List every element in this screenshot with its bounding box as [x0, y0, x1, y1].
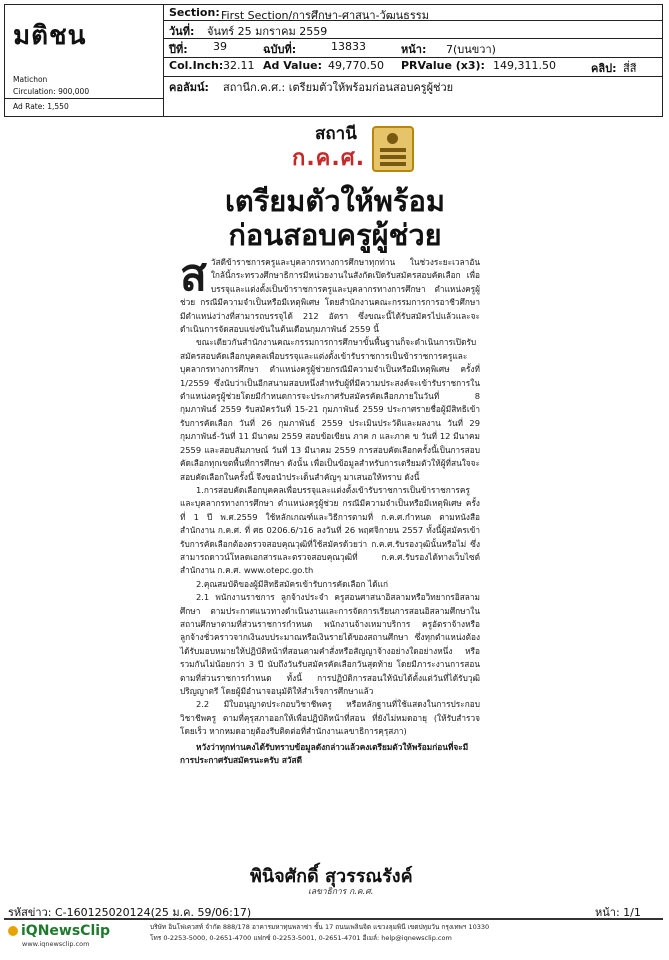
iqnewsclip-logo-icon	[8, 926, 18, 936]
column-station-word: สถานี	[315, 124, 357, 144]
year-label: ปีที่:	[169, 43, 188, 56]
paragraph: ขณะเดียวกันสำนักงานคณะกรรมการการศึกษาขั้นพื้นฐานก็จะดำเนินการเปิดรับสมัครสอบคัดเลือกบุคคลเพื่อบรรจุและแต่งตั้งเข้ารับราชการเป็นข้าราชการครูและบุคลากรทางการศึกษา ตำแหน่งครูผู้ช่วยกรณีมีความจำเป็นหรือมีเหตุพิเศษ ครั้งที่ 1/2559 ซึ่งนับว่าเป็นอีกสนามสอบหนึ่งสำหรับผู้ที่มีความประสงค์จะเข้ารับราชการในตำแหน่งครูผู้ช่วยโดยมีกำหนดการจะประกาศรับสมัครคัดเลือกภายในวันที่ 8 กุมภาพันธ์ 2559 รับสมัครวันที่ 15-21 กุมภาพันธ์ 2559 ประกาศรายชื่อผู้มีสิทธิเข้ารับการคัดเลือก วันที่ 26 กุมภาพันธ์ 2559 ประเมินประวัติและผลงาน วันที่ 29 กุมภาพันธ์-วันที่ 11 มีนาคม 2559 สอบข้อเขียน ภาค ก และภาค ข วันที่ 12 มีนาคม 2559 และสอบสัมภาษณ์ วันที่ 13 มีนาคม 2559 การสอบคัดเลือกครั้งนี้เป็นการสอบคัดเลือกทุกเขตพื้นที่การศึกษา ดังนั้น เพื่อเป็นข้อมูลสำหรับการเตรียมตัวให้ผู้ที่สนใจจะสอบคัดเลือกในครั้งนี้ จึงขอนำประเด็นสำคัญๆ มาเสนอให้ทราบ ดังนี้	[180, 337, 480, 482]
otepc-logo-icon	[372, 126, 414, 172]
issue-row	[163, 39, 662, 58]
iqnewsclip-url[interactable]: www.iqnewsclip.com	[22, 940, 90, 948]
company-address	[150, 922, 530, 944]
source-name: Matichon	[13, 75, 48, 84]
author-signature: พินิจศักดิ์ สุวรรณรังค์	[250, 866, 413, 887]
footer-divider	[4, 918, 663, 920]
colinch-value: 32.11	[223, 59, 255, 72]
clip-label: คลิป:	[591, 62, 617, 75]
circulation: Circulation: 900,000	[13, 87, 90, 96]
issue-label: ฉบับที่:	[263, 43, 297, 56]
date-row	[163, 21, 662, 39]
dropcap: ส	[180, 250, 207, 301]
address-line: บริษัท อินโฟเควสท์ จำกัด 888/178 อาคารมหาทุนพลาซ่า ชั้น 17 ถนนเพลินจิต แขวงลุมพินี เขตปทุมวัน กรุงเทพฯ 10330	[150, 923, 490, 931]
column-value: สถานีก.ค.ศ.: เตรียมตัวให้พร้อมก่อนสอบครูผู้ช่วย	[223, 81, 454, 94]
paragraph: 2.คุณสมบัติของผู้มีสิทธิสมัครเข้ารับการคัดเลือก ได้แก่	[196, 578, 388, 589]
author-role: เลขาธิการ ก.ค.ศ.	[308, 887, 374, 897]
page-number: หน้า: 1/1	[595, 906, 641, 919]
contact-line: โทร 0-2253-5000, 0-2651-4700 แฟกซ์ 0-2253-5001, 0-2651-4701 อีเมล์: help@iqnewsclip.com	[150, 934, 452, 942]
value-row	[163, 58, 662, 77]
section-value: First Section/การศึกษา-ศาสนา-วัฒนธรรม	[221, 9, 429, 22]
section-label: Section:	[169, 6, 220, 19]
page-label: หน้า:	[401, 43, 427, 56]
column-label: คอลัมน์:	[169, 81, 209, 94]
date-label: วันที่:	[169, 25, 195, 38]
issue-value: 13833	[331, 40, 366, 53]
paragraph: 2.2 มีใบอนุญาตประกอบวิชาชีพครู หรือหลักฐานที่ใช้แสดงในการประกอบวิชาชีพครู ตามที่คุรุสภาออกให้เพื่อปฏิบัติหน้าที่สอน ที่ยังไม่หมดอายุ (ให้รับสำรวจโดยเร็ว หากหมดอายุต้องรีบติดต่อที่สำนักงานเลขาธิการคุรุสภา)	[180, 699, 480, 737]
news-code: รหัสข่าว: C-160125020124(25 ม.ค. 59/06:17)	[8, 906, 252, 919]
article-body	[180, 250, 480, 767]
page-value: 7(บนขวา)	[446, 43, 496, 56]
ad-value: 49,770.50	[328, 59, 384, 72]
closing-paragraph: หวังว่าทุกท่านคงได้รับทราบข้อมูลดังกล่าวแล้วคงเตรียมตัวให้พร้อมก่อนที่จะมีการประกาศรับสมัครนะครับ สวัสดี	[180, 741, 469, 766]
paragraph: สวัสดีข้าราชการครูและบุคลากรทางการศึกษาทุกท่าน ในช่วงระยะเวลาอันใกล้นี้กระทรวงศึกษาธิการมีหน่วยงานในสังกัดเปิดรับสมัครสอบคัดเลือก เพื่อบรรจุและแต่งตั้งเป็นข้าราชการครูและบุคลากรทางการศึกษา ตำแหน่งครูผู้ช่วย กรณีมีความจำเป็นหรือมีเหตุพิเศษ โดยสำนักงานคณะกรรมการการอาชีวศึกษา มีตำแหน่งว่างที่สามารถบรรจุได้ 212 อัตรา ซึ่งขณะนี้ได้รับสมัครไปแล้วและจะดำเนินการจัดสอบแข่งขันในต้นเดือนกุมภาพันธ์ 2559 นี้	[180, 250, 480, 335]
iqnewsclip-logo: iQNewsClip	[8, 923, 110, 939]
column-row	[163, 77, 662, 95]
divider	[5, 98, 163, 99]
newspaper-brand: มติชน	[13, 21, 87, 51]
clip-value: สี่สี	[623, 62, 637, 75]
prvalue-label: PRValue (x3):	[401, 59, 485, 72]
column-station-code: ก.ค.ศ.	[292, 146, 366, 171]
prvalue: 149,311.50	[493, 59, 556, 72]
clip-metadata	[163, 5, 662, 116]
year-value: 39	[213, 40, 227, 53]
clip-header-box	[4, 4, 663, 117]
section-row	[163, 5, 662, 21]
colinch-label: Col.Inch:	[169, 59, 224, 72]
paragraph: 1.การสอบคัดเลือกบุคคลเพื่อบรรจุและแต่งตั้งเข้ารับราชการเป็นข้าราชการครูและบุคลากรทางการศึกษา ตำแหน่งครูผู้ช่วย กรณีมีความจำเป็นหรือมีเหตุพิเศษ ครั้งที่ 1 ปี พ.ศ.2559 ใช้หลักเกณฑ์และวิธีการตามที่ ก.ค.ศ.กำหนด ตามหนังสือสำนักงาน ก.ค.ศ. ที่ ศธ 0206.6/ว16 ลงวันที่ 26 พฤศจิกายน 2557 ทั้งนี้ผู้สมัครเข้ารับการคัดเลือกต้องตรวจสอบคุณวุฒิที่ใช้สมัครด้วยว่า ก.ค.ศ.รับรองวุฒินั้นหรือไม่ ซึ่งสามารถดาวน์โหลดเอกสารและตรวจสอบคุณวุฒิที่ ก.ค.ศ.รับรองได้ทางเว็บไซต์สำนักงาน ก.ค.ศ. www.otepc.go.th	[180, 484, 480, 576]
source-panel	[5, 5, 164, 116]
ad-value-label: Ad Value:	[263, 59, 323, 72]
paragraph: 2.1 พนักงานราชการ ลูกจ้างประจำ ครูสอนศาสนาอิสลามหรือวิทยากรอิสลามศึกษา ตามประกาศแนวทางดำเนินงานและการจัดการเรียนการสอนอิสลามศึกษาในสถานศึกษาตามที่ส่วนราชการกำหนด พนักงานจ้างเหมาบริการ ครูอัตราจ้างหรือลูกจ้างชั่วคราวจากเงินงบประมาณหรือเงินรายได้ของสถานศึกษา ซึ่งทุกตำแหน่งต้องได้รับมอบหมายให้ปฏิบัติหน้าที่สอนตามคำสั่งหรือสัญญาจ้างอย่างใดอย่างหนึ่ง หรือรวมกันไม่น้อยกว่า 3 ปี นับถึงวันรับสมัครคัดเลือกวันสุดท้าย โดยมีภาระงานการสอนตามที่ส่วนราชการกำหนด ทั้งนี้ การปฏิบัติการสอนให้นับได้ตั้งแต่วันที่ได้รับวุฒิปริญญาตรี โดยผู้มีอำนาจอนุมัติให้สำเร็จการศึกษาแล้ว	[180, 592, 480, 696]
headline-line-1: เตรียมตัวให้พร้อม	[224, 184, 446, 218]
ad-rate: Ad Rate: 1,550	[13, 102, 69, 111]
date-value: จันทร์ 25 มกราคม 2559	[207, 25, 328, 38]
headline-line-2: ก่อนสอบครูผู้ช่วย	[228, 218, 442, 252]
